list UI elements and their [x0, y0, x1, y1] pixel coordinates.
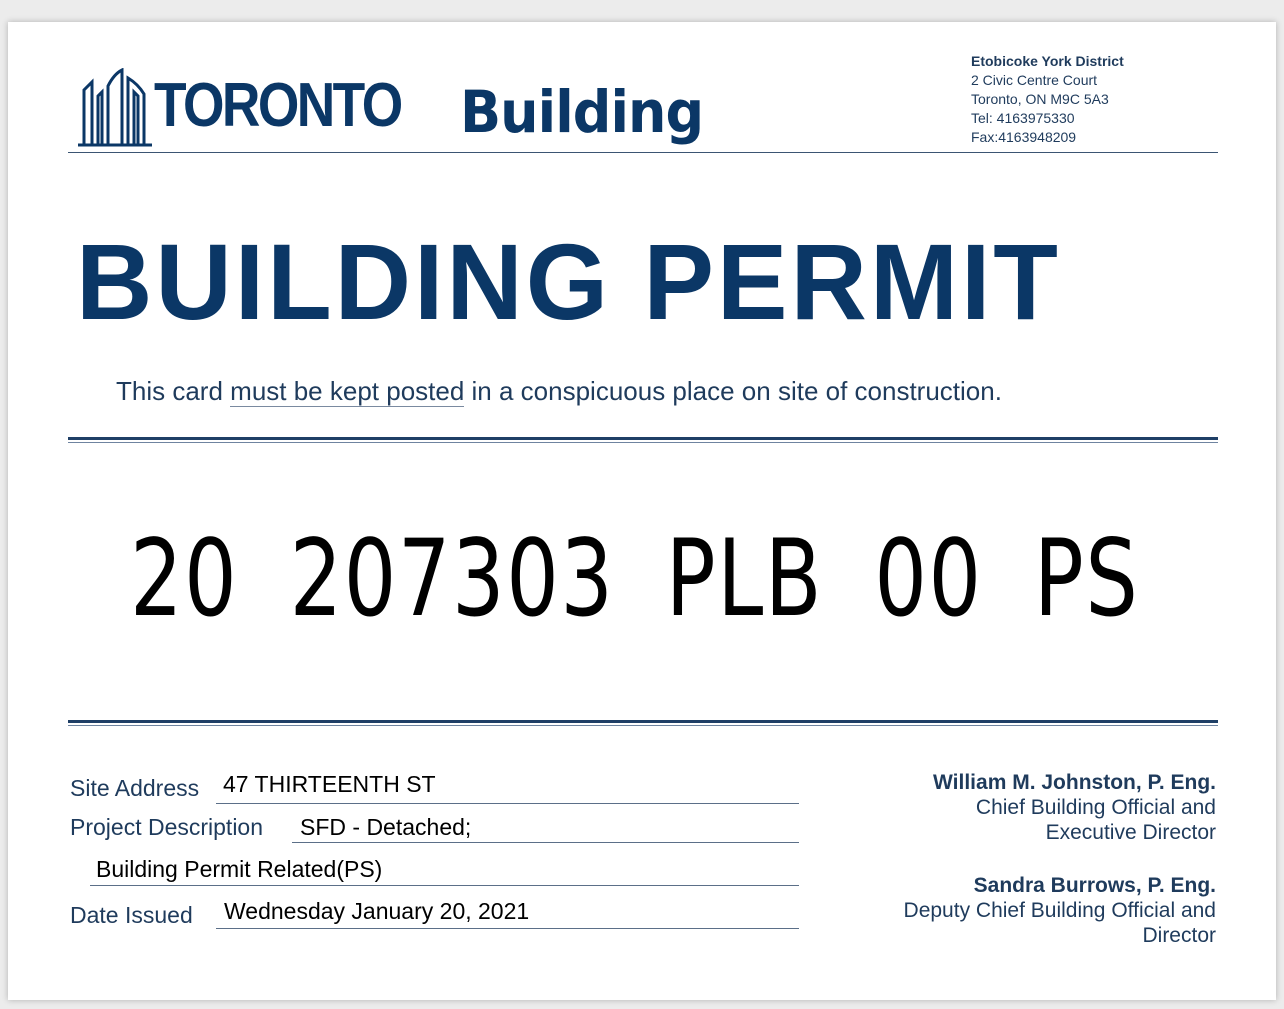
official-title-line-2: Executive Director — [1045, 821, 1216, 844]
address-line-2: Toronto, ON M9C 5A3 — [971, 91, 1109, 107]
notice-text-after: in a conspicuous place on site of construction. — [464, 376, 1002, 406]
project-description-value-2: Building Permit Related(PS) — [96, 856, 383, 882]
telephone: Tel: 4163975330 — [971, 110, 1075, 126]
official-name: Sandra Burrows, P. Eng. — [973, 874, 1216, 897]
site-address-underline — [216, 803, 799, 804]
official-title-line-1: Chief Building Official and — [975, 796, 1216, 819]
notice-emphasis: must be kept posted — [230, 376, 465, 406]
site-address-value: 47 THIRTEENTH ST — [223, 771, 436, 797]
header-divider — [68, 152, 1218, 153]
posting-notice — [116, 376, 1002, 407]
project-description-value: SFD - Detached; — [300, 814, 472, 840]
project-description-underline-2 — [90, 885, 799, 886]
date-issued-value: Wednesday January 20, 2021 — [224, 898, 530, 924]
permit-card — [8, 22, 1276, 1000]
date-issued-underline — [216, 928, 799, 929]
district-office-block — [971, 52, 1124, 147]
deputy-chief-building-official — [904, 873, 1216, 948]
district-name: Etobicoke York District — [971, 53, 1124, 69]
site-address-label: Site Address — [70, 775, 200, 801]
chief-building-official — [933, 770, 1216, 845]
brand-name-toronto: TORONTO — [154, 71, 401, 140]
city-hall-towers-icon — [78, 68, 152, 148]
official-title-line-2: Director — [1142, 924, 1216, 947]
date-issued-label: Date Issued — [70, 902, 193, 928]
official-name: William M. Johnston, P. Eng. — [933, 771, 1216, 794]
permit-number: 20 207303 PLB 00 PS — [130, 517, 1140, 640]
notice-text-before: This card — [116, 376, 231, 406]
project-description-underline — [292, 842, 799, 843]
official-title-line-1: Deputy Chief Building Official and — [903, 899, 1216, 922]
document-title: BUILDING PERMIT — [76, 221, 1061, 342]
project-description-label: Project Description — [70, 814, 264, 840]
brand-name-building: Building — [460, 78, 704, 146]
lower-double-divider — [68, 720, 1218, 726]
fax: Fax:4163948209 — [971, 129, 1077, 145]
address-line-1: 2 Civic Centre Court — [971, 72, 1098, 88]
upper-double-divider — [68, 437, 1218, 443]
